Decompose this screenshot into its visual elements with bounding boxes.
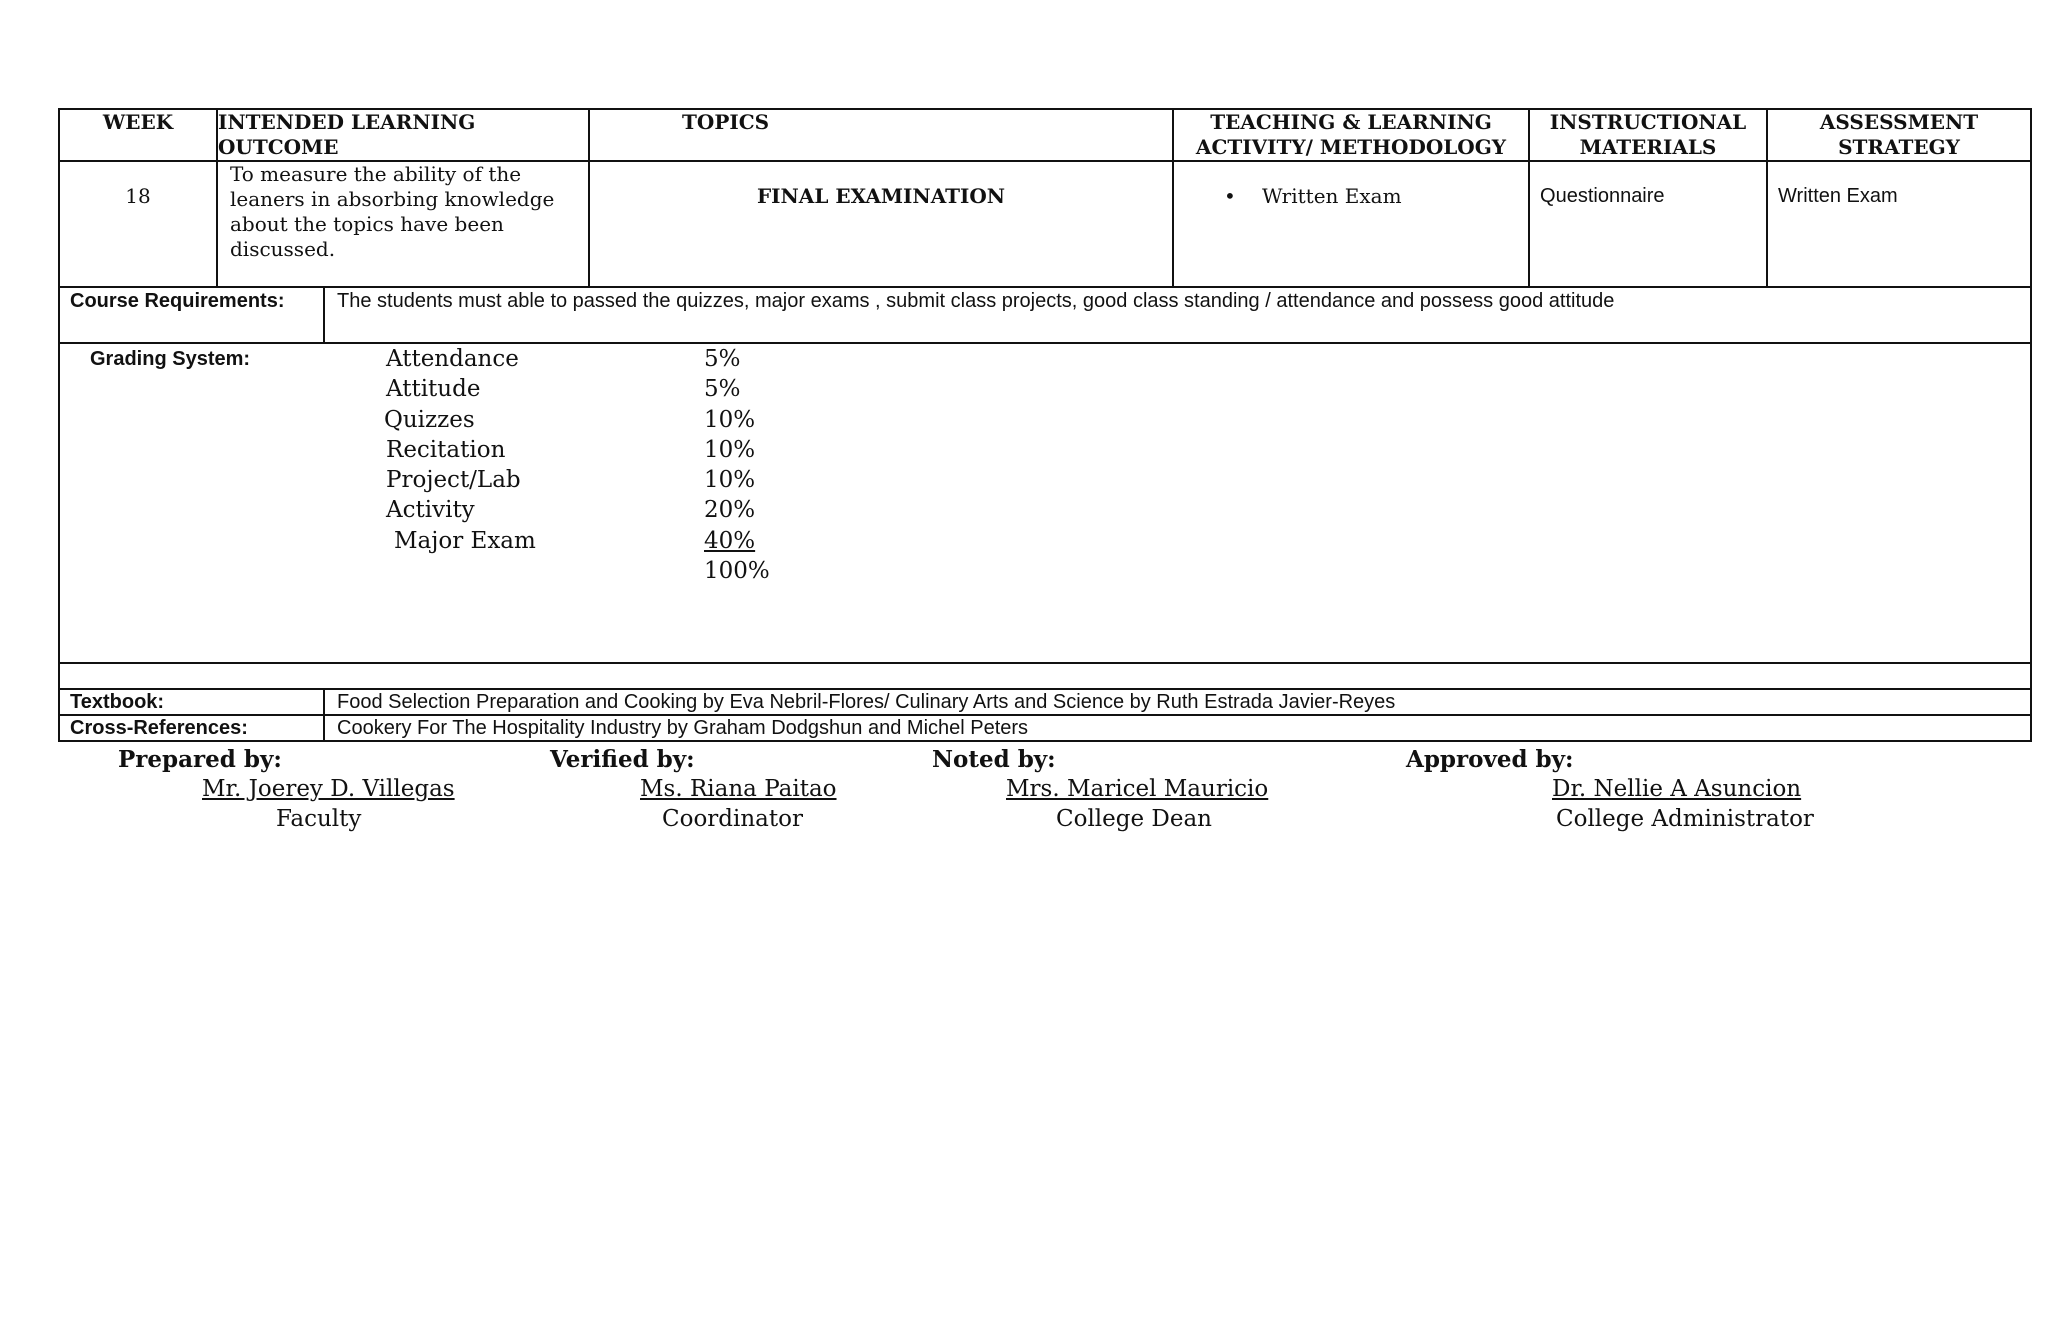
requirements-label: Course Requirements: — [59, 287, 324, 343]
verified-role: Coordinator — [662, 806, 803, 832]
materials-text: Questionnaire — [1529, 161, 1767, 287]
grading-item: Quizzes 10% — [384, 406, 756, 433]
header-tla: TEACHING & LEARNING ACTIVITY/ METHODOLOGY — [1173, 109, 1529, 161]
syllabus-table — [58, 108, 2032, 742]
verified-name: Ms. Riana Paitao — [640, 776, 837, 802]
bullet-icon: • — [1224, 184, 1236, 208]
tla-cell — [1173, 161, 1529, 287]
grading-item: Attitude 5% — [386, 376, 741, 403]
noted-name: Mrs. Maricel Mauricio — [1006, 776, 1269, 802]
approved-block — [1406, 746, 1814, 832]
grading-item: Recitation 10% — [386, 436, 756, 463]
textbook-row — [59, 689, 2031, 715]
crossref-value: Cookery For The Hospitality Industry by Graham Dodgshun and Michel Peters — [324, 715, 2031, 741]
approved-name: Dr. Nellie A Asuncion — [1552, 776, 1802, 802]
approved-role: College Administrator — [1556, 806, 1814, 832]
prepared-title: Prepared by: — [118, 746, 282, 773]
grading-cell — [59, 343, 2031, 663]
prepared-role: Faculty — [276, 806, 362, 832]
tla-item: Written Exam — [1262, 184, 1402, 208]
header-topics: TOPICS — [589, 109, 1173, 161]
noted-role: College Dean — [1056, 806, 1212, 832]
header-week: WEEK — [59, 109, 217, 161]
crossref-row — [59, 715, 2031, 741]
grading-item: Project/Lab 10% — [386, 467, 756, 494]
requirements-value: The students must able to passed the quizzes, major exams , submit class projects, good class standing / attendance and possess good attitude — [324, 287, 2031, 343]
week-row — [59, 161, 2031, 287]
grading-total: 100% — [704, 558, 770, 585]
header-materials: INSTRUCTIONAL MATERIALS — [1529, 109, 1767, 161]
assessment-text: Written Exam — [1767, 161, 2031, 287]
grading-list — [386, 344, 886, 586]
noted-title: Noted by: — [932, 746, 1056, 773]
crossref-label: Cross-References: — [59, 715, 324, 741]
prepared-block — [118, 746, 455, 832]
grading-item: Activity 20% — [386, 497, 756, 524]
topic-text: FINAL EXAMINATION — [589, 161, 1173, 287]
requirements-row — [59, 287, 2031, 343]
blank-row — [59, 663, 2031, 689]
verified-block — [550, 746, 837, 832]
grading-label: Grading System: — [90, 348, 251, 370]
grading-row — [59, 343, 2031, 663]
textbook-label: Textbook: — [59, 689, 324, 715]
prepared-name: Mr. Joerey D. Villegas — [202, 776, 455, 802]
header-ilo: INTENDED LEARNING OUTCOME — [217, 109, 589, 161]
ilo-text: To measure the ability of the leaners in absorbing knowledge about the topics have been discussed. — [217, 161, 589, 287]
header-row — [59, 109, 2031, 161]
noted-block — [932, 746, 1269, 832]
syllabus-sheet — [58, 108, 2030, 742]
textbook-value: Food Selection Preparation and Cooking by Eva Nebril-Flores/ Culinary Arts and Science by Ruth Estrada Javier-Reyes — [324, 689, 2031, 715]
header-assessment: ASSESSMENT STRATEGY — [1767, 109, 2031, 161]
grading-item: Attendance 5% — [386, 346, 741, 372]
approved-title: Approved by: — [1406, 746, 1574, 773]
week-number: 18 — [59, 161, 217, 287]
grading-item: Major Exam 40% — [394, 527, 756, 554]
verified-title: Verified by: — [550, 746, 695, 773]
